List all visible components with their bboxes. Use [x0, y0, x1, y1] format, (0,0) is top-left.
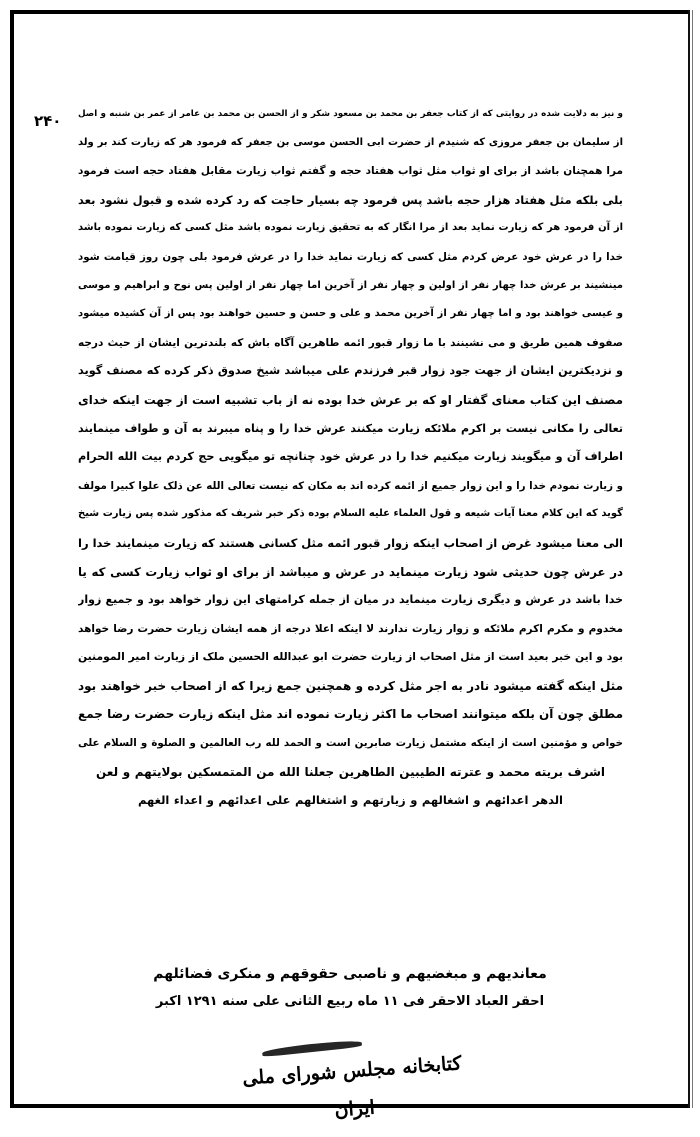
manuscript-line: الی معنا میشود غرض از اصحاب اینکه زوار قبور ائمه مثل کسانی هستند که زیارت مینمایند خدا را [78, 535, 623, 550]
manuscript-line: تعالی را مکانی نیست بر اکرم ملائکه زیارت میکنند عرش خدا را و پناه میبرند به آن و طواف مینمایند [78, 421, 623, 435]
manuscript-line: الدهر اعدائهم و اشغالهم و زیارتهم و اشتغالهم علی اعدائهم و اعداء الغهم [138, 793, 563, 808]
margin-page-number: ۲۴۰ [34, 112, 62, 130]
manuscript-line: از آن فرمود هر که زیارت نماید بعد از مرا انگار که به تحقیق زیارت نموده باشد مثل کسی که زیارت نموده باشد [78, 222, 623, 234]
library-seal-stamp: کتابخانه مجلس شورای ملی ایران [241, 1052, 463, 1122]
colophon-date-line: احقر العباد الاحقر فی ۱۱ ماه ربیع الثانی علی سنه ۱۲۹۱ اکبر [155, 994, 545, 1009]
manuscript-line: و نزدیکترین ایشان از جهت جود زوار قبر فرزندم علی میباشد شیخ صدوق ذکر کرده که مصنف گوید [78, 364, 623, 378]
manuscript-line: خدا را در عرش خود عرض کردم مثل کسی که زیارت نماید خدا را در عرش فرمود بلی چون روز قیامت شود [78, 250, 623, 263]
manuscript-body [78, 100, 623, 815]
manuscript-line: اشرف بریته محمد و عترته الطیبین الطاهرین جعلنا الله من المتمسکین بولایتهم و لعن [96, 764, 605, 779]
manuscript-line: خدا باشد در عرش و دیگری زیارت مینماید در میان از جمله کرامتهای این زوار خواهد بود و جمیع زوار [78, 593, 623, 607]
manuscript-line: خواص و مؤمنین است از اینکه مشتمل زیارت صابرین است و الحمد لله رب العالمین و الصلوة و السلام علی [78, 737, 623, 750]
manuscript-line: و نیز به دلایت شده در روایتی که از کتاب جعفر بن محمد بن مسعود شکر و از الحسن بن محمد بن عامر از عمر بن شنبه و اصل [78, 109, 623, 119]
manuscript-line: مرا همچنان باشد از برای او ثواب مثل ثواب هفتاد حجه و گفتم ثواب زیارت مقابل هفتاد حجه است فرمود [78, 165, 623, 178]
manuscript-line: در عرش چون حدیثی شود زیارت مینماید در عرش و میباشد از برای او ثواب زیارت کسی که یا [78, 564, 623, 579]
manuscript-line: مطلق چون آن بلکه میتوانند اصحاب ما اکثر زیارت نموده اند مثل اینکه زیارت حضرت رضا جمع [78, 707, 623, 722]
manuscript-line: و زیارت نمودم خدا را و این زوار جمیع از ائمه کرده اند به مکان که نیست تعالی الله عن ذلک علوا کبیرا مولف [78, 479, 623, 492]
manuscript-line: بلی بلکه مثل هفتاد هزار حجه باشد پس فرمود چه بسیار حاجت که رد کرده شده و قبول نشود بعد [78, 192, 623, 207]
manuscript-line: مینشیند بر عرش خدا چهار نفر از اولین و چهار نفر از آخرین اما چهار نفر از اولین پس نوح و ابراهیم و موسی [78, 279, 623, 291]
manuscript-line: و عیسی خواهند بود و اما چهار نفر از آخرین محمد و علی و حسن و حسین خواهند بود پس از آن کشیده میشود [78, 308, 623, 320]
manuscript-line: بود و این خبر بعید است از مثل اصحاب از زیارت حضرت ابو عبدالله الحسین ملک از زیارت امیر المومنین [78, 650, 623, 664]
page-border-right-double-rule [688, 10, 693, 1108]
manuscript-line: از سلیمان بن جعفر مروزی که شنیدم از حضرت ابی الحسن موسی بن جعفر که فرمود هر که زیارت کند بر ولد [78, 136, 623, 148]
manuscript-line: اطراف آن و میگویند زیارت میکنیم خدا را در عرش خود چنانچه تو میگویی حج کردم بیت الله الحرام [78, 450, 623, 464]
colophon [0, 960, 700, 1016]
manuscript-line: مثل اینکه گفته میشود نادر به اجر مثل کرده و همچنین جمع زیرا که از اصحاب خبر خواهند بود [78, 678, 623, 693]
manuscript-line: گوید که این کلام معنا آیات شیعه و قول العلماء علیه السلام بوده ذکر خبر شریف که مذکور شده پس زیارت شیخ [78, 508, 623, 520]
colophon-line: معاندیهم و مبغضیهم و ناصبی حقوقهم و منکری فضائلهم [153, 966, 547, 982]
manuscript-line: مخدوم و مکرم اکرم ملائکه و زوار زیارت ندارند لا اینکه اعلا درجه از همه ایشان زیارت حضرت رضا خواهد [78, 622, 623, 635]
manuscript-line: صفوف همین طریق و می نشینند با ما زوار قبور ائمه طاهرین آگاه باش که بلندترین ایشان از حیث درجه [78, 336, 623, 349]
manuscript-line: مصنف این کتاب معنای گفتار او که بر عرش خدا بوده نه از باب تشبیه است از جهت اینکه خدای [78, 392, 623, 407]
